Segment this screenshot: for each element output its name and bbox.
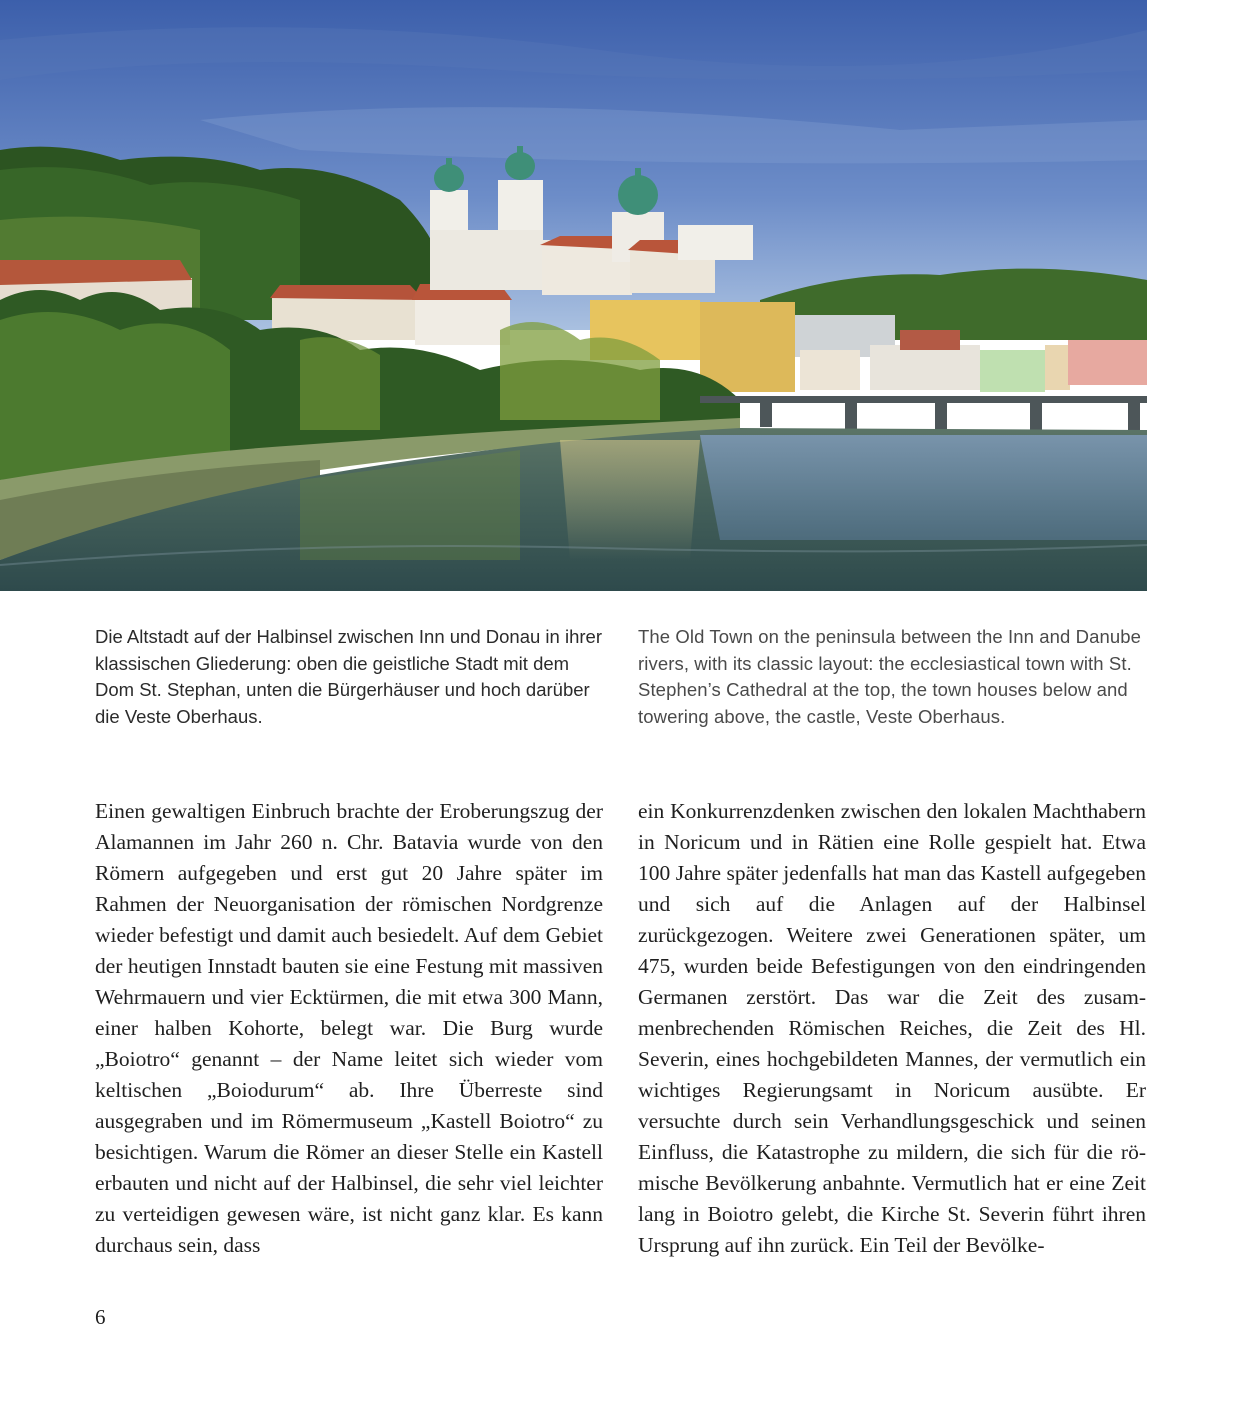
body-text-left-column: Einen gewaltigen Einbruch brachte der Eroberungszug der Alamannen im Jahr 260 n. Chr. Batavia wurde von den Römern aufgegeben und erst gut 20 Jahre später im Rahmen der Neuorganisation der römischen Nordgrenze wieder befestigt und damit auch besiedelt. Auf dem Gebiet der heutigen Innstadt bauten sie eine Festung mit massiven Wehrmauern und vier Ecktürmen, die mit etwa 300 Mann, einer halben Kohorte, belegt war. Die Burg wurde „Boiotro“ genannt – der Name leitet sich wieder vom keltischen „Boiodurum“ ab. Ihre Überreste sind ausgegraben und im Römermuseum „Kastell Boiotro“ zu besichtigen. Warum die Römer an dieser Stelle ein Kastell erbauten und nicht auf der Halbinsel, die sehr viel leichter zu verteidigen gewesen wäre, ist nicht ganz klar. Es kann durchaus sein, dass xyxy=(95,799,603,1257)
photo-caption-german: Die Altstadt auf der Halbinsel zwischen Inn und Donau in ihrer klassischen Gliederung: oben die geistliche Stadt mit dem Dom St. Stephan, unten die Bürgerhäuser und hoch darüber die Veste Oberhaus. xyxy=(95,626,602,727)
page-number: 6 xyxy=(95,1305,106,1329)
photo-caption-english: The Old Town on the peninsula between the Inn and Danube rivers, with its classic layout: the ecclesiastical town with St. Stephen’s Cathedral at the top, the town houses below and towering above, the castle, Veste Oberhaus. xyxy=(638,626,1142,727)
body-text-right-column: ein Konkurrenzdenken zwischen den lokalen Machthabern in Noricum und in Rätien eine Rolle gespielt hat. Etwa 100 Jahre später jedenfalls hat man das Kastell aufgegeben und sich auf die Anlagen auf der Halbinsel zurückgezogen. Weitere zwei Generationen später, um 475, wurden beide Befestigungen von den eindringenden Germanen zerstört. Das war die Zeit des zusammenbrechenden Römischen Reiches, die Zeit des Hl. Severin, eines hochgebildeten Mannes, der vermutlich ein wichtiges Regierungsamt in Noricum ausübte. Er versuchte durch sein Verhandlungsgeschick und seinen Einfluss, die Katastrophe zu mildern, die sich für die römische Bevölkerung anbahnte. Vermutlich hat er eine Zeit lang in Boiotro gelebt, die Kirche St. Severin führt ihren Ursprung auf ihn zurück. Ein Teil der Bevölke- xyxy=(638,799,1146,1257)
cityscape-photo xyxy=(0,0,1147,591)
passau-river-view-image xyxy=(0,0,1147,591)
